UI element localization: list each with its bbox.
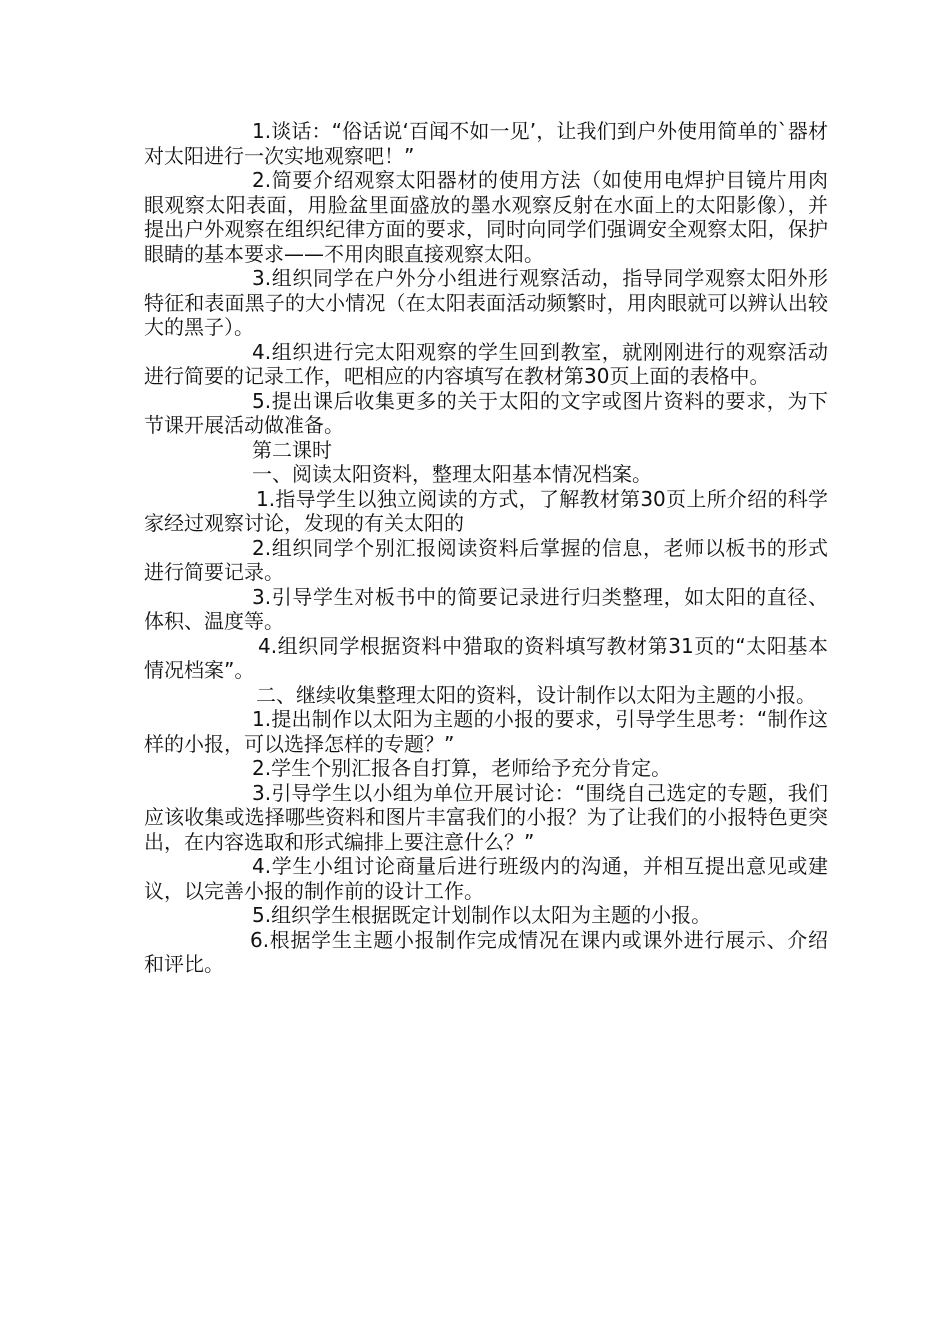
paragraph-14: 5.组织学生根据既定计划制作以太阳为主题的小报。 [252,903,712,927]
paragraph-12: 3.引导学生以小组为单位开展讨论：“围绕自己选定的专题，我们应该收集或选择哪些资料和图片丰富我们的小报？为了让我们的小报特色更突出，在内容选取和形式编排上要注意什么？” [144,780,828,854]
section-heading-2: 二、继续收集整理太阳的资料，设计制作以太阳为主题的小报。 [256,682,816,707]
lesson-heading: 第二课时 [252,437,332,462]
section-heading-1: 一、阅读太阳资料，整理太阳基本情况档案。 [252,462,652,486]
paragraph-5: 5.提出课后收集更多的关于太阳的文字或图片资料的要求，为下节课开展活动做准备。 [144,388,828,437]
document-body [144,119,828,977]
paragraph-13: 4.学生小组讨论商量后进行班级内的沟通，并相互提出意见或建议，以完善小报的制作前的设计工作。 [144,854,828,903]
paragraph-11: 2.学生个别汇报各自打算，老师给予充分肯定。 [252,756,672,780]
paragraph-6: 1.指导学生以独立阅读的方式，了解教材第30页上所介绍的科学家经过观察讨论，发现的有关太阳的 [144,486,828,535]
paragraph-8: 3.引导学生对板书中的简要记录进行归类整理，如太阳的直径、体积、温度等。 [144,584,828,633]
paragraph-15: 6.根据学生主题小报制作完成情况在课内或课外进行展示、介绍和评比。 [144,927,828,976]
paragraph-1: 1.谈话：“俗话说‘百闻不如一见’，让我们到户外使用简单的`器材对太阳进行一次实地观察吧！” [144,119,828,168]
paragraph-2: 2.简要介绍观察太阳器材的使用方法（如使用电焊护目镜片用肉眼观察太阳表面，用脸盆里面盛放的墨水观察反射在水面上的太阳影像），并提出户外观察在组织纪律方面的要求，同时向同学们强调安全观察太阳，保护眼睛的基本要求——不用肉眼直接观察太阳。 [144,168,828,266]
paragraph-3: 3.组织同学在户外分小组进行观察活动，指导同学观察太阳外形特征和表面黑子的大小情况（在太阳表面活动频繁时，用肉眼就可以辨认出较大的黑子）。 [144,266,828,339]
paragraph-7: 2.组织同学个别汇报阅读资料后掌握的信息，老师以板书的形式进行简要记录。 [144,535,828,584]
paragraph-10: 1.提出制作以太阳为主题的小报的要求，引导学生思考：“制作这样的小报，可以选择怎样的专题？” [144,707,828,756]
paragraph-4: 4.组织进行完太阳观察的学生回到教室，就刚刚进行的观察活动进行简要的记录工作，吧相应的内容填写在教材第30页上面的表格中。 [144,339,828,388]
paragraph-9: 4.组织同学根据资料中猎取的资料填写教材第31页的“太阳基本情况档案”。 [144,633,828,682]
